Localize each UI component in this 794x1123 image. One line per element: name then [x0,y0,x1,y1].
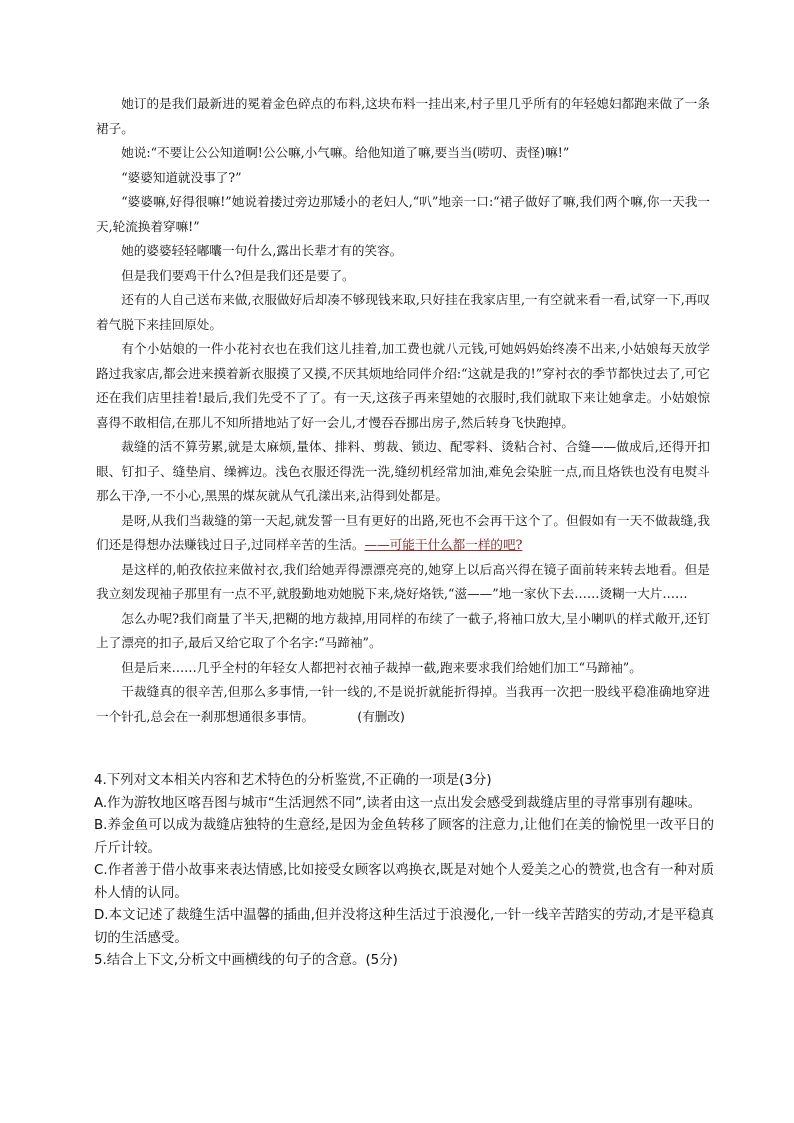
passage-paragraph: 是这样的,帕孜依拉来做衬衣,我们给她弄得漂漂亮亮的,她穿上以后高兴得在镜子面前转来转去地看。但是我立刻发现袖子那里有一点不平,就殷勤地劝她脱下来,烧好烙铁,“滋——”地一家伙下去……烫糊一大片…… [96,561,710,601]
passage-paragraph-with-underline [96,509,710,558]
passage-paragraph: 但是后来……几乎全村的年轻女人都把衬衣袖子裁掉一截,跑来要求我们给她们加工“马蹄袖”。 [121,659,642,675]
passage-paragraph: 有个小姑娘的一件小花衬衣也在我们这儿挂着,加工费也就八元钱,可她妈妈始终凑不出来,小姑娘每天放学路过我家店,都会进来摸着新衣服摸了又摸,不厌其烦地给同伴介绍:“这就是我的!”穿衬衣的季节都快过去了,可它还在我们店里挂着!最后,我们先受不了了。有一天,这孩子再来望她的衣服时,我们就取下来让她拿走。小姑娘惊喜得不敢相信,在那儿不知所措地站了好一会儿,才慢吞吞挪出房子,然后转身飞快跑掉。 [96,341,710,430]
passage-paragraph: 裁缝的活不算劳累,就是太麻烦,量体、排料、剪裁、锁边、配零料、烫粘合衬、合缝——做成后,还得开扣眼、钉扣子、缝垫肩、缲裤边。浅色衣服还得洗一洗,缝纫机经常加油,难免会染脏一点,而且烙铁也没有电熨斗那么干净,一不小心,黑黑的煤灰就从气孔漾出来,沾得到处都是。 [96,439,710,503]
underlined-sentence: ——可能干什么都一样的吧? [364,537,523,552]
question-4-option-d: D.本文记述了裁缝生活中温馨的插曲,但并没将这种生活过于浪漫化,一针一线辛苦踏实的劳动,才是平稳真切的生活感受。 [94,908,714,946]
passage-paragraph: 她订的是我们最新进的冕着金色碎点的布料,这块布料一挂出来,村子里几乎所有的年轻媳妇都跑来做了一条裙子。 [96,96,710,136]
question-4-option-a: A.作为游牧地区喀吾图与城市“生活迥然不同”,读者由这一点出发会感受到裁缝店里的寻常事别有趣味。 [94,795,702,811]
passage-paragraph: 怎么办呢?我们商量了半天,把糊的地方裁掉,用同样的布续了一截子,将袖口放大,呈小喇叭的样式敞开,还钉上了漂亮的扣子,最后又给它取了个名字:“马蹄袖”。 [96,610,710,650]
question-4-option-c: C.作者善于借小故事来表达情感,比如接受女顾客以鸡换衣,既是对她个人爱美之心的赞赏,也含有一种对质朴人情的认同。 [94,863,714,901]
question-4-option-b: B.养金鱼可以成为裁缝店独特的生意经,是因为金鱼转移了顾客的注意力,让他们在美的愉悦里一改平日的斤斤计较。 [94,818,714,856]
question-4-title: 4.下列对文本相关内容和艺术特色的分析鉴赏,不正确的一项是(3分) [94,773,492,788]
passage-paragraph: 她说:“不要让公公知道啊!公公嘛,小气嘛。给他知道了嘛,要当当(唠叨、责怪)嘛!” [121,145,570,160]
passage-paragraph: “婆婆知道就没事了?” [121,169,242,185]
source-note: (有删改) [357,708,405,724]
passage-paragraph: 她的婆婆轻轻嘟囔一句什么,露出长辈才有的笑容。 [121,243,403,258]
passage-paragraph: 还有的人自己送布来做,衣服做好后却凑不够现钱来取,只好挂在我家店里,一有空就来看一看,试穿一下,再叹着气脱下来挂回原处。 [96,292,710,332]
passage-text: 是呀,从我们当裁缝的第一天起,就发誓一旦有更好的出路,死也不会再干这个了。但假如有一天不做裁缝,我们还是得想办法赚钱过日子,过同样辛苦的生活。 [96,512,710,552]
reading-passage [96,92,710,729]
question-5-title: 5.结合上下文,分析文中画横线的句子的含意。(5分) [94,953,398,968]
questions-section [94,770,714,973]
passage-paragraph: “婆婆嘛,好得很嘛!”她说着搂过旁边那矮小的老妇人,“叭”地亲一口:“裙子做好了嘛,我们两个嘛,你一天我一天,轮流换着穿嘛!” [96,194,710,234]
passage-text: 干裁缝真的很辛苦,但那么多事情,一针一线的,不是说折就能折得掉。当我再一次把一股线平稳准确地穿进一个针孔,总会在一刹那想通很多事情。 [96,684,710,724]
passage-last-paragraph [96,680,710,729]
passage-paragraph: 但是我们要鸡干什么?但是我们还是要了。 [121,267,355,283]
